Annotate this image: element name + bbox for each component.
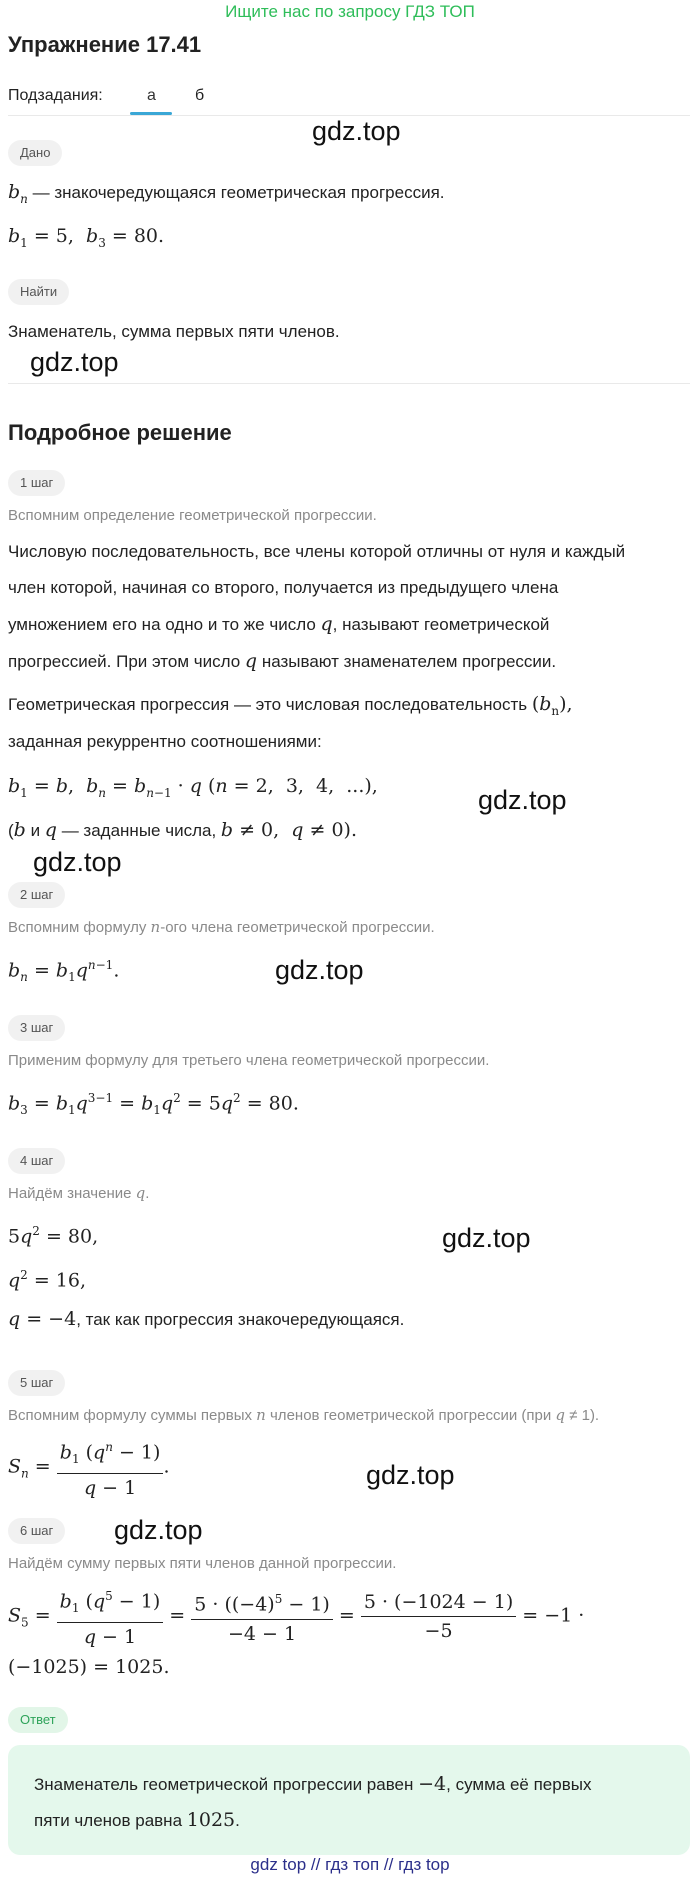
answer-text <box>34 1767 674 1839</box>
tab-b[interactable]: б <box>195 87 205 104</box>
watermark: gdz.top <box>33 847 122 877</box>
step-1-p1-line-d: прогрессией. При этом число q называют знаменателем прогрессии. <box>8 650 557 672</box>
step-5-hint: Вспомним формулу суммы первых n членов геометрической прогрессии (при q ≠ 1). <box>8 1406 600 1424</box>
step-3-badge: 3 шаг <box>8 1015 65 1041</box>
step-2-hint: Вспомним формулу n-ого члена геометрической прогрессии. <box>8 918 435 936</box>
watermark: gdz.top <box>312 116 401 146</box>
step-1-p2-line-a: Геометрическая прогрессия — это числовая последовательность $(b_n)$, <box>8 693 573 718</box>
given-line-2: $b_1 = 5$, $b_3 = 80$. <box>8 225 165 250</box>
step-5-badge: 5 шаг <box>8 1370 65 1396</box>
find-badge: Найти <box>8 279 69 305</box>
step-4-badge: 4 шаг <box>8 1148 65 1174</box>
answer-badge: Ответ <box>8 1707 68 1733</box>
step-4-line-1: $5q^2 = 80$, <box>8 1224 99 1248</box>
step-1-p1-line-a: Числовую последовательность, все члены которой отличны от нуля и каждый <box>8 542 626 561</box>
step-6-formula: $S_5$ = $\frac{b_1 (q^5 - 1)}{q - 1}$ = $\frac{5 \cdot ((-4)^5 - 1)}{-4 - 1}$ = $\frac{5 \cdot (-1024 - 1)}{-5}$ = −1 · <box>8 1583 584 1650</box>
step-4-line-2: $q^2 = 16$, <box>8 1268 87 1292</box>
find-text: Знаменатель, сумма первых пяти членов. <box>8 322 340 341</box>
watermark: gdz.top <box>442 1223 531 1253</box>
step-1-note: (b и q — заданные числа, b ≠ 0, q ≠ 0). <box>8 819 357 841</box>
step-1-p2-line-b: заданная рекуррентно соотношениями: <box>8 731 322 751</box>
page-title: Упражнение 17.41 <box>8 32 202 57</box>
step-1-paragraph-2 <box>8 687 698 760</box>
step-2-badge: 2 шаг <box>8 882 65 908</box>
tab-a[interactable]: а <box>147 87 156 104</box>
step-3-hint: Применим формулу для третьего члена геометрической прогрессии. <box>8 1052 490 1069</box>
watermark: gdz.top <box>478 785 567 815</box>
math-bn: $b_n$ <box>8 181 28 206</box>
given-line-1-text: — знакочередующаяся геометрическая прогрессия. <box>27 183 445 202</box>
subtasks-label: Подзадания: <box>8 87 103 104</box>
step-2-formula: $b_n = b_1q^{n-1}$. <box>8 958 120 985</box>
step-1-hint: Вспомним определение геометрической прогрессии. <box>8 507 377 524</box>
solution-title: Подробное решение <box>8 420 232 445</box>
answer-line-1: Знаменатель геометрической прогрессии равен −4, сумма её первых <box>34 1773 592 1795</box>
step-6-badge: 6 шаг <box>8 1518 65 1544</box>
top-banner[interactable]: Ищите нас по запросу ГДЗ ТОП <box>225 2 475 21</box>
step-6-formula-continued: (−1025) = 1025. <box>8 1656 170 1678</box>
step-3-formula: $b_3 = b_1q^{3-1} = b_1q^2 = 5q^2 = 80$. <box>8 1091 299 1118</box>
watermark: gdz.top <box>30 347 119 377</box>
step-4-hint: Найдём значение q. <box>8 1184 150 1202</box>
step-1-p1-line-b: член которой, начиная со второго, получается из предыдущего члена <box>8 578 559 597</box>
step-4-line-3: q = −4, так как прогрессия знакочередующаяся. <box>8 1308 405 1330</box>
step-1-p1-line-c: умножением его на одно и то же число q, называют геометрической <box>8 613 550 635</box>
step-1-paragraph-1 <box>8 534 698 680</box>
answer-line-2: пяти членов равна 1025. <box>34 1809 240 1831</box>
watermark: gdz.top <box>114 1515 203 1545</box>
given-badge: Дано <box>8 140 62 166</box>
watermark: gdz.top <box>275 955 364 985</box>
watermark: gdz.top <box>366 1460 455 1490</box>
footer-links[interactable]: gdz top // гдз топ // гдз top <box>250 1855 450 1874</box>
step-1-formula: $b_1 = b$, $b_n = b_{n-1} \cdot q$ (n = 2, 3, 4, ...), <box>8 775 378 800</box>
divider <box>8 383 690 384</box>
given-line-1 <box>8 174 445 217</box>
step-5-formula: $S_n$ = $\frac{b_1 (q^n - 1)}{q - 1}$ . <box>8 1434 169 1501</box>
step-6-hint: Найдём сумму первых пяти членов данной прогрессии. <box>8 1555 397 1572</box>
step-1-badge: 1 шаг <box>8 470 65 496</box>
